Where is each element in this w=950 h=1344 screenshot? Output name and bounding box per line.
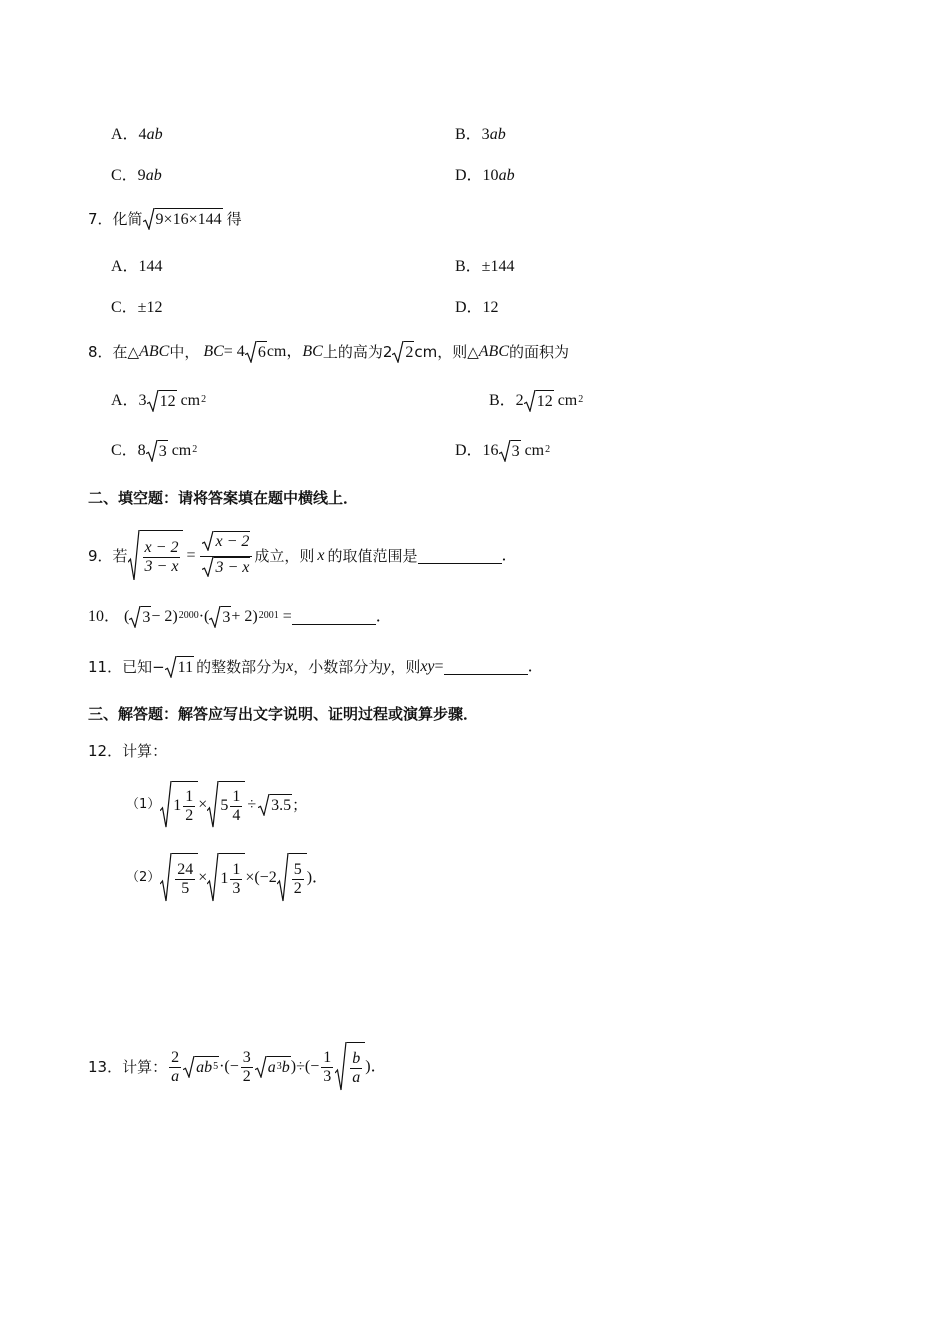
- question-11: 11．已知− 11 的整数部分为 x ，小数部分为 y ，则 xy = ．: [88, 658, 544, 676]
- question-8: 8．在△ ABC 中， BC = 4 6 cm， BC 上的高为2 2 cm，则△ ABC 的面积为: [88, 343, 570, 361]
- question-10: 10． ( 3 − 2) 2000 ·( 3 + 2) 2001 = ．: [88, 608, 392, 626]
- q8-option-a: A．3 12 cm 2: [111, 392, 207, 410]
- answer-blank[interactable]: [444, 660, 528, 675]
- question-12-part-1: （1） 1 $\frac{1}{2}$ × 5 $\frac{1}{4}$ ÷ 3.5 ；: [126, 780, 307, 830]
- q7-option-d: D．12: [455, 299, 499, 316]
- question-9: 9．若 $\frac{x - 2}{3 - x}$ = $\frac{x - 2}{3 - x}$ 成立，则 x 的取值范围是 ．: [88, 528, 518, 584]
- q8-option-b: B．2 12 cm 2: [489, 392, 584, 410]
- answer-blank[interactable]: [292, 610, 376, 625]
- q6-option-a: A．4ab: [111, 126, 163, 143]
- question-12: 12．计算：: [88, 742, 168, 760]
- sqrt-expression: 9×16×144: [143, 208, 223, 230]
- q6-option-c: C．9ab: [111, 167, 162, 184]
- q6-option-b: B．3ab: [455, 126, 506, 143]
- q7-option-b: B．±144: [455, 258, 515, 275]
- answer-blank[interactable]: [418, 549, 502, 564]
- question-12-part-2: （2） $\frac{24}{5}$ × 1 $\frac{1}{3}$ ×(−2 $\frac{5}{2}$ )．: [126, 852, 328, 904]
- q7-option-a: A．144: [111, 258, 163, 275]
- section-heading-fill-in: 二、填空题：请将答案填在题中横线上．: [88, 489, 359, 507]
- section-heading-solutions: 三、解答题：解答应写出文字说明、证明过程或演算步骤．: [88, 705, 479, 723]
- question-7: 7．化简 9×16×144 得: [88, 210, 242, 228]
- q8-option-c: C．8 3 cm 2: [111, 442, 198, 460]
- question-13: 13．计算： $\frac{2}{a}$ ab 5 ·(− $\frac{3}{2}$ a 3 b )÷(− $\frac{1}{3}$ $\frac{b}{a}$ )．: [88, 1041, 387, 1093]
- q7-option-c: C．±12: [111, 299, 163, 316]
- q8-option-d: D．16 3 cm 2: [455, 442, 551, 460]
- q6-option-d: D．10ab: [455, 167, 515, 184]
